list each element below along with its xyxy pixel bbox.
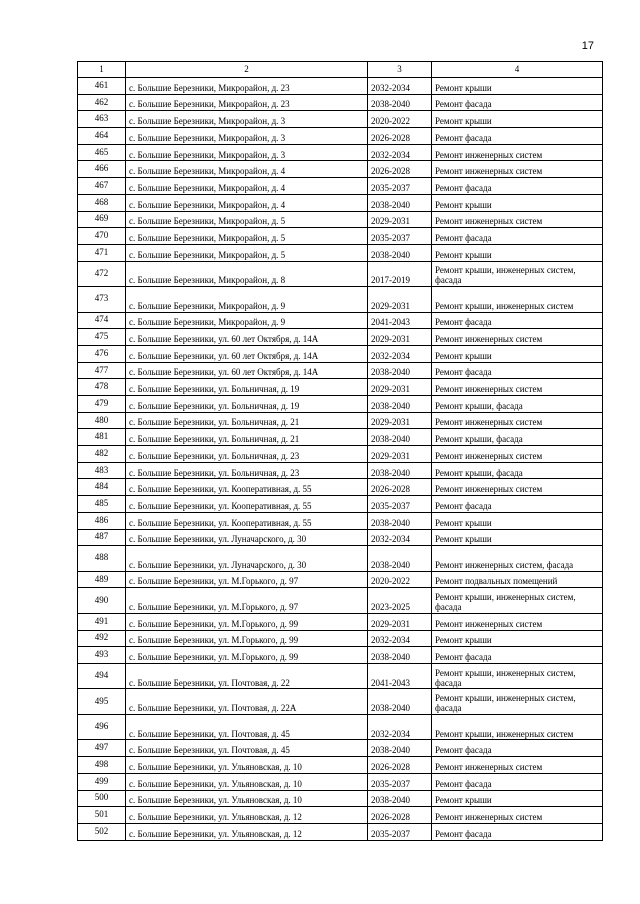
- address-cell: с. Большие Березники, ул. Больничная, д. 21: [126, 429, 368, 446]
- row-number-cell: 462: [78, 94, 126, 111]
- table-row: [78, 689, 603, 715]
- years-cell: 2026-2028: [368, 807, 432, 824]
- row-number-cell: 473: [78, 287, 126, 313]
- address-cell: с. Большие Березники, ул. Ульяновская, д. 12: [126, 823, 368, 840]
- row-number-cell: 490: [78, 588, 126, 614]
- table-row: [78, 396, 603, 413]
- address-cell: с. Большие Березники, Микрорайон, д. 9: [126, 287, 368, 313]
- address-cell: с. Большие Березники, ул. Больничная, д. 23: [126, 462, 368, 479]
- years-cell: 2032-2034: [368, 144, 432, 161]
- row-number-cell: 497: [78, 740, 126, 757]
- work-type-cell: Ремонт инженерных систем: [432, 479, 603, 496]
- row-number-cell: 482: [78, 446, 126, 463]
- row-number-cell: 488: [78, 546, 126, 572]
- table-row: [78, 144, 603, 161]
- work-type-cell: Ремонт крыши: [432, 194, 603, 211]
- table-row: [78, 128, 603, 145]
- table-row: [78, 362, 603, 379]
- address-cell: с. Большие Березники, ул. 60 лет Октября, д. 14А: [126, 329, 368, 346]
- address-cell: с. Большие Березники, ул. Больничная, д. 23: [126, 446, 368, 463]
- years-cell: 2038-2040: [368, 462, 432, 479]
- address-cell: с. Большие Березники, Микрорайон, д. 5: [126, 211, 368, 228]
- table-row: [78, 379, 603, 396]
- work-type-cell: Ремонт фасада: [432, 312, 603, 329]
- work-type-cell: Ремонт подвальных помещений: [432, 571, 603, 588]
- row-number-cell: 470: [78, 228, 126, 245]
- work-type-cell: Ремонт крыши, фасада: [432, 396, 603, 413]
- years-cell: 2032-2034: [368, 78, 432, 95]
- years-cell: 2029-2031: [368, 379, 432, 396]
- table-row: [78, 588, 603, 614]
- table-row: [78, 78, 603, 95]
- work-type-cell: Ремонт инженерных систем: [432, 211, 603, 228]
- row-number-cell: 476: [78, 345, 126, 362]
- address-cell: с. Большие Березники, ул. Ульяновская, д. 10: [126, 790, 368, 807]
- years-cell: 2038-2040: [368, 790, 432, 807]
- row-number-cell: 464: [78, 128, 126, 145]
- years-cell: 2023-2025: [368, 588, 432, 614]
- address-cell: с. Большие Березники, Микрорайон, д. 4: [126, 194, 368, 211]
- years-cell: 2029-2031: [368, 329, 432, 346]
- table-row: [78, 647, 603, 664]
- table-row: [78, 429, 603, 446]
- address-cell: с. Большие Березники, ул. М.Горького, д. 97: [126, 571, 368, 588]
- address-cell: с. Большие Березники, ул. Ульяновская, д. 10: [126, 773, 368, 790]
- work-type-cell: Ремонт фасада: [432, 362, 603, 379]
- table-row: [78, 496, 603, 513]
- work-type-cell: Ремонт крыши, фасада: [432, 429, 603, 446]
- address-cell: с. Большие Березники, ул. Луначарского, д. 30: [126, 529, 368, 546]
- years-cell: 2020-2022: [368, 571, 432, 588]
- work-type-cell: Ремонт фасада: [432, 178, 603, 195]
- row-number-cell: 495: [78, 689, 126, 715]
- row-number-cell: 492: [78, 630, 126, 647]
- work-type-cell: Ремонт крыши, инженерных систем, фасада: [432, 663, 603, 689]
- column-header-number: 1: [78, 62, 126, 78]
- row-number-cell: 468: [78, 194, 126, 211]
- table-row: [78, 312, 603, 329]
- column-header-address: 2: [126, 62, 368, 78]
- row-number-cell: 461: [78, 78, 126, 95]
- row-number-cell: 500: [78, 790, 126, 807]
- table-row: [78, 773, 603, 790]
- work-type-cell: Ремонт фасада: [432, 773, 603, 790]
- table-row: [78, 287, 603, 313]
- address-cell: с. Большие Березники, ул. Больничная, д. 21: [126, 412, 368, 429]
- work-type-cell: Ремонт крыши: [432, 529, 603, 546]
- work-type-cell: Ремонт крыши, фасада: [432, 462, 603, 479]
- address-cell: с. Большие Березники, ул. Луначарского, д. 30: [126, 546, 368, 572]
- address-cell: с. Большие Березники, ул. М.Горького, д. 97: [126, 588, 368, 614]
- years-cell: 2041-2043: [368, 663, 432, 689]
- table-row: [78, 714, 603, 740]
- address-cell: с. Большие Березники, Микрорайон, д. 9: [126, 312, 368, 329]
- address-cell: с. Большие Березники, Микрорайон, д. 3: [126, 111, 368, 128]
- table-row: [78, 111, 603, 128]
- years-cell: 2029-2031: [368, 613, 432, 630]
- years-cell: 2026-2028: [368, 757, 432, 774]
- years-cell: 2026-2028: [368, 161, 432, 178]
- work-type-cell: Ремонт крыши, инженерных систем, фасада: [432, 689, 603, 715]
- work-type-cell: Ремонт инженерных систем: [432, 757, 603, 774]
- work-type-cell: Ремонт инженерных систем: [432, 329, 603, 346]
- table-row: [78, 462, 603, 479]
- work-type-cell: Ремонт инженерных систем: [432, 379, 603, 396]
- table-row: [78, 529, 603, 546]
- table-body: [78, 78, 603, 841]
- address-cell: с. Большие Березники, ул. Почтовая, д. 22А: [126, 689, 368, 715]
- years-cell: 2038-2040: [368, 689, 432, 715]
- work-type-cell: Ремонт крыши: [432, 512, 603, 529]
- row-number-cell: 471: [78, 244, 126, 261]
- years-cell: 2032-2034: [368, 529, 432, 546]
- years-cell: 2035-2037: [368, 228, 432, 245]
- row-number-cell: 501: [78, 807, 126, 824]
- row-number-cell: 472: [78, 261, 126, 287]
- years-cell: 2041-2043: [368, 312, 432, 329]
- row-number-cell: 484: [78, 479, 126, 496]
- years-cell: 2035-2037: [368, 773, 432, 790]
- work-type-cell: Ремонт инженерных систем: [432, 446, 603, 463]
- address-cell: с. Большие Березники, Микрорайон, д. 23: [126, 94, 368, 111]
- years-cell: 2038-2040: [368, 546, 432, 572]
- address-cell: с. Большие Березники, Микрорайон, д. 3: [126, 128, 368, 145]
- row-number-cell: 494: [78, 663, 126, 689]
- address-cell: с. Большие Березники, ул. Больничная, д. 19: [126, 396, 368, 413]
- work-type-cell: Ремонт фасада: [432, 740, 603, 757]
- row-number-cell: 475: [78, 329, 126, 346]
- work-type-cell: Ремонт крыши: [432, 244, 603, 261]
- table-header-row: [78, 62, 603, 78]
- row-number-cell: 498: [78, 757, 126, 774]
- address-cell: с. Большие Березники, ул. Ульяновская, д. 10: [126, 757, 368, 774]
- row-number-cell: 463: [78, 111, 126, 128]
- table-row: [78, 194, 603, 211]
- work-type-cell: Ремонт крыши, инженерных систем, фасада: [432, 261, 603, 287]
- row-number-cell: 493: [78, 647, 126, 664]
- work-type-cell: Ремонт фасада: [432, 228, 603, 245]
- address-cell: с. Большие Березники, ул. Кооперативная, д. 55: [126, 512, 368, 529]
- years-cell: 2038-2040: [368, 740, 432, 757]
- address-cell: с. Большие Березники, ул. Больничная, д. 19: [126, 379, 368, 396]
- row-number-cell: 502: [78, 823, 126, 840]
- years-cell: 2038-2040: [368, 244, 432, 261]
- work-type-cell: Ремонт крыши: [432, 630, 603, 647]
- address-cell: с. Большие Березники, ул. М.Горького, д. 99: [126, 613, 368, 630]
- work-type-cell: Ремонт инженерных систем, фасада: [432, 546, 603, 572]
- years-cell: 2017-2019: [368, 261, 432, 287]
- work-type-cell: Ремонт фасада: [432, 647, 603, 664]
- table-row: [78, 178, 603, 195]
- column-header-work: 4: [432, 62, 603, 78]
- table-row: [78, 740, 603, 757]
- years-cell: 2038-2040: [368, 194, 432, 211]
- work-type-cell: Ремонт инженерных систем: [432, 161, 603, 178]
- table-row: [78, 228, 603, 245]
- years-cell: 2032-2034: [368, 630, 432, 647]
- address-cell: с. Большие Березники, Микрорайон, д. 5: [126, 228, 368, 245]
- table-row: [78, 807, 603, 824]
- years-cell: 2038-2040: [368, 362, 432, 379]
- years-cell: 2038-2040: [368, 512, 432, 529]
- table-row: [78, 244, 603, 261]
- work-type-cell: Ремонт крыши: [432, 111, 603, 128]
- table-row: [78, 630, 603, 647]
- work-type-cell: Ремонт инженерных систем: [432, 144, 603, 161]
- row-number-cell: 466: [78, 161, 126, 178]
- years-cell: 2032-2034: [368, 345, 432, 362]
- row-number-cell: 477: [78, 362, 126, 379]
- address-cell: с. Большие Березники, Микрорайон, д. 3: [126, 144, 368, 161]
- address-cell: с. Большие Березники, Микрорайон, д. 4: [126, 161, 368, 178]
- address-cell: с. Большие Березники, Микрорайон, д. 8: [126, 261, 368, 287]
- row-number-cell: 491: [78, 613, 126, 630]
- years-cell: 2035-2037: [368, 823, 432, 840]
- address-cell: с. Большие Березники, Микрорайон, д. 23: [126, 78, 368, 95]
- address-cell: с. Большие Березники, ул. Почтовая, д. 45: [126, 740, 368, 757]
- row-number-cell: 465: [78, 144, 126, 161]
- table-row: [78, 345, 603, 362]
- address-cell: с. Большие Березники, ул. М.Горького, д. 99: [126, 630, 368, 647]
- work-type-cell: Ремонт фасада: [432, 94, 603, 111]
- address-cell: с. Большие Березники, ул. Кооперативная, д. 55: [126, 479, 368, 496]
- table-row: [78, 546, 603, 572]
- work-type-cell: Ремонт фасада: [432, 823, 603, 840]
- row-number-cell: 486: [78, 512, 126, 529]
- table-row: [78, 757, 603, 774]
- table-row: [78, 161, 603, 178]
- repair-schedule-table: [77, 61, 603, 841]
- address-cell: с. Большие Березники, ул. М.Горького, д. 99: [126, 647, 368, 664]
- work-type-cell: Ремонт крыши, инженерных систем: [432, 714, 603, 740]
- row-number-cell: 467: [78, 178, 126, 195]
- years-cell: 2029-2031: [368, 446, 432, 463]
- work-type-cell: Ремонт крыши, инженерных систем: [432, 287, 603, 313]
- work-type-cell: Ремонт крыши: [432, 345, 603, 362]
- column-header-years: 3: [368, 62, 432, 78]
- row-number-cell: 474: [78, 312, 126, 329]
- years-cell: 2038-2040: [368, 396, 432, 413]
- address-cell: с. Большие Березники, ул. Ульяновская, д. 12: [126, 807, 368, 824]
- work-type-cell: Ремонт крыши: [432, 78, 603, 95]
- table-row: [78, 512, 603, 529]
- years-cell: 2038-2040: [368, 429, 432, 446]
- row-number-cell: 481: [78, 429, 126, 446]
- table-row: [78, 94, 603, 111]
- years-cell: 2026-2028: [368, 128, 432, 145]
- work-type-cell: Ремонт инженерных систем: [432, 613, 603, 630]
- row-number-cell: 496: [78, 714, 126, 740]
- work-type-cell: Ремонт инженерных систем: [432, 807, 603, 824]
- row-number-cell: 480: [78, 412, 126, 429]
- row-number-cell: 469: [78, 211, 126, 228]
- work-type-cell: Ремонт крыши, инженерных систем, фасада: [432, 588, 603, 614]
- years-cell: 2026-2028: [368, 479, 432, 496]
- row-number-cell: 487: [78, 529, 126, 546]
- years-cell: 2038-2040: [368, 94, 432, 111]
- years-cell: 2029-2031: [368, 287, 432, 313]
- years-cell: 2038-2040: [368, 647, 432, 664]
- row-number-cell: 489: [78, 571, 126, 588]
- years-cell: 2029-2031: [368, 412, 432, 429]
- page-number: 17: [581, 40, 594, 52]
- address-cell: с. Большие Березники, Микрорайон, д. 4: [126, 178, 368, 195]
- row-number-cell: 485: [78, 496, 126, 513]
- table-row: [78, 412, 603, 429]
- table-row: [78, 571, 603, 588]
- row-number-cell: 483: [78, 462, 126, 479]
- row-number-cell: 479: [78, 396, 126, 413]
- work-type-cell: Ремонт инженерных систем: [432, 412, 603, 429]
- years-cell: 2032-2034: [368, 714, 432, 740]
- table-row: [78, 329, 603, 346]
- row-number-cell: 499: [78, 773, 126, 790]
- address-cell: с. Большие Березники, ул. Почтовая, д. 45: [126, 714, 368, 740]
- table-row: [78, 790, 603, 807]
- address-cell: с. Большие Березники, ул. 60 лет Октября, д. 14А: [126, 362, 368, 379]
- table-row: [78, 663, 603, 689]
- address-cell: с. Большие Березники, Микрорайон, д. 5: [126, 244, 368, 261]
- table-row: [78, 261, 603, 287]
- work-type-cell: Ремонт крыши: [432, 790, 603, 807]
- years-cell: 2029-2031: [368, 211, 432, 228]
- table-row: [78, 613, 603, 630]
- table-row: [78, 446, 603, 463]
- work-type-cell: Ремонт фасада: [432, 496, 603, 513]
- years-cell: 2020-2022: [368, 111, 432, 128]
- address-cell: с. Большие Березники, ул. Кооперативная, д. 55: [126, 496, 368, 513]
- table-row: [78, 823, 603, 840]
- address-cell: с. Большие Березники, ул. Почтовая, д. 22: [126, 663, 368, 689]
- table-row: [78, 479, 603, 496]
- row-number-cell: 478: [78, 379, 126, 396]
- work-type-cell: Ремонт фасада: [432, 128, 603, 145]
- years-cell: 2035-2037: [368, 178, 432, 195]
- table-row: [78, 211, 603, 228]
- years-cell: 2035-2037: [368, 496, 432, 513]
- address-cell: с. Большие Березники, ул. 60 лет Октября, д. 14А: [126, 345, 368, 362]
